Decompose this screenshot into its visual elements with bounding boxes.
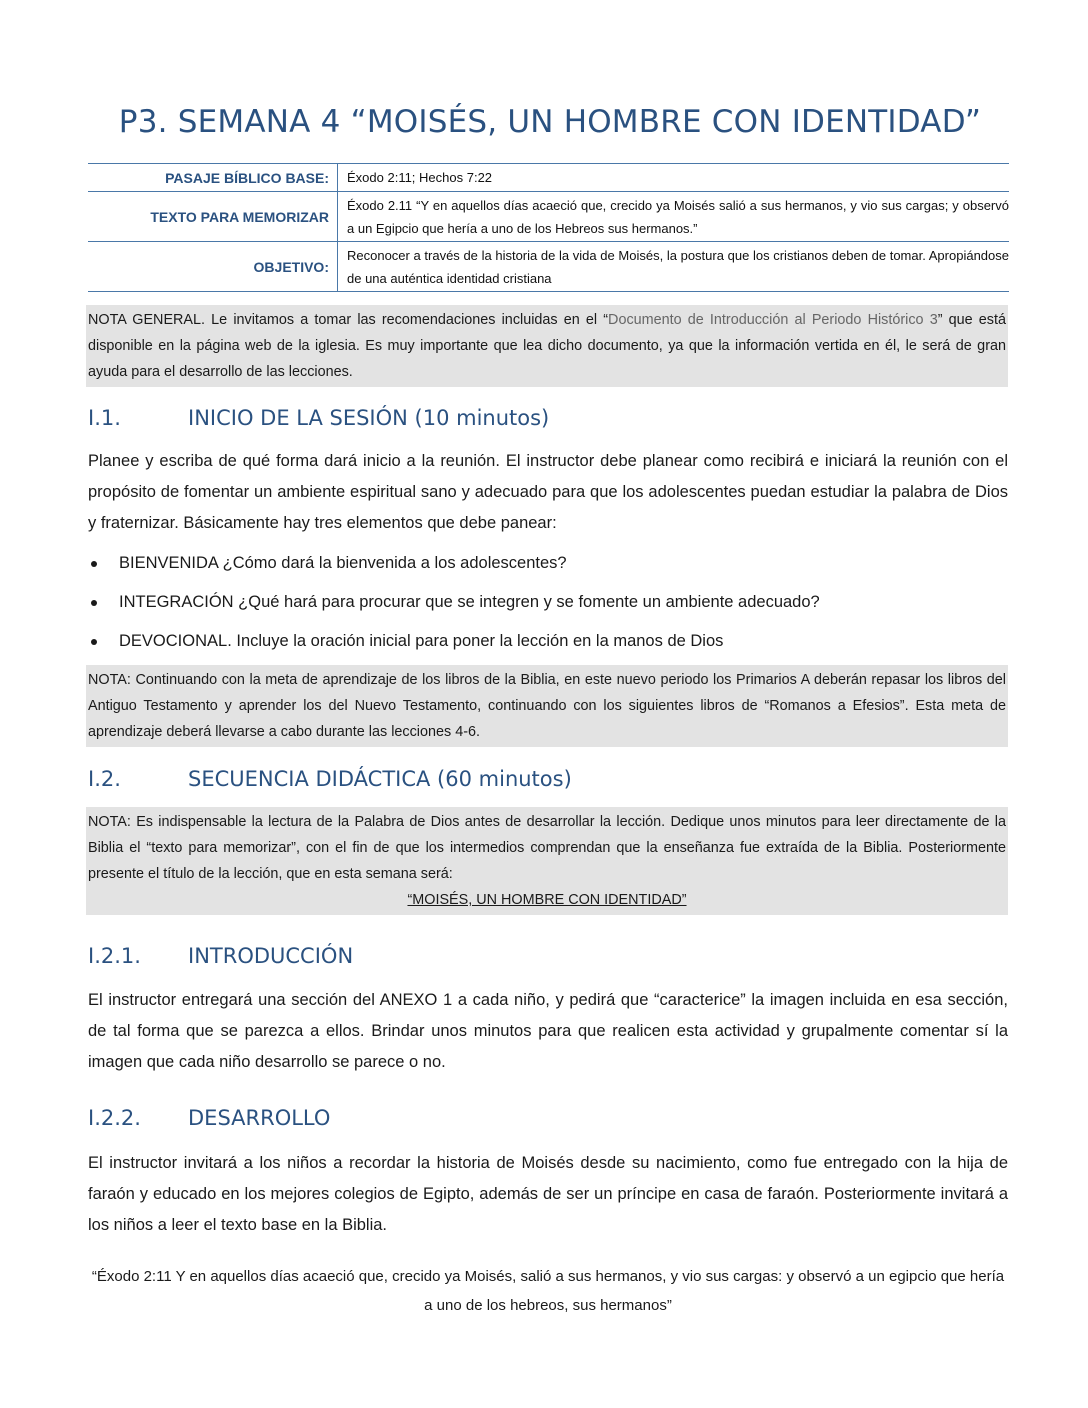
nota-lectura (86, 807, 1008, 915)
section-heading-inicio (88, 406, 549, 430)
section-heading-desarrollo (88, 1106, 330, 1130)
info-value: Éxodo 2.11 “Y en aquellos días acaeció que, crecido ya Moisés salió a sus hermanos, y vio sus cargas; y observó a un Egipcio que hería a uno de los Hebreos sus hermanos.” (347, 197, 1009, 236)
info-row-texto (88, 192, 1009, 242)
page-title: P3. SEMANA 4 “MOISÉS, UN HOMBRE CON IDENTIDAD” (118, 104, 982, 140)
list-item: BIENVENIDA ¿Cómo dará la bienvenida a los adolescentes? (88, 548, 1008, 587)
info-label: PASAJE BÍBLICO BASE: (88, 164, 338, 192)
lesson-info-table (88, 163, 1009, 292)
section-title: INICIO DE LA SESIÓN (10 minutos) (188, 406, 550, 430)
info-value: Reconocer a través de la historia de la vida de Moisés, la postura que los cristianos deben de tomar. Apropiándose de una auténtica identidad cristiana (347, 247, 1009, 286)
nota-lectura-text: NOTA: Es indispensable la lectura de la Palabra de Dios antes de desarrollar la lección. Dedique unos minutos para leer directamente de la Biblia el “texto para memorizar”, con el fin de que los intermedios comprendan que la enseñanza fue extraída de la Biblia. Posteriormente presente el título de la lección, que en esta semana será: (88, 814, 1006, 882)
section-title: SECUENCIA DIDÁCTICA (60 minutos) (188, 767, 572, 791)
list-item: INTEGRACIÓN ¿Qué hará para procurar que se integren y se fomente un ambiente adecuado? (88, 587, 1008, 626)
section-number: I.2.2. (88, 1106, 141, 1130)
section-heading-secuencia (88, 767, 572, 791)
info-row-pasaje (88, 164, 1009, 192)
paragraph-inicio: Planee y escriba de qué forma dará inicio a la reunión. El instructor debe planear como recibirá e iniciará la reunión con el propósito de fomentar un ambiente espiritual sano y adecuado para que los adolescentes puedan estudiar la palabra de Dios y fraternizar. Básicamente hay tres elementos que debe panear: (88, 452, 1008, 532)
nota-libros-biblia: NOTA: Continuando con la meta de aprendizaje de los libros de la Biblia, en este nuevo periodo los Primarios A deberán repasar los libros del Antiguo Testamento y aprender los del Nuevo Testamento, continuando con los siguientes libros de “Romanos a Efesios”. Esta meta de aprendizaje deberá llevarse a cabo durante las lecciones 4-6. (86, 665, 1008, 747)
nota-general-text: NOTA GENERAL. Le invitamos a tomar las recomendaciones incluidas en el “ (88, 312, 609, 328)
section-heading-introduccion (88, 944, 353, 968)
paragraph-desarrollo: El instructor invitará a los niños a recordar la historia de Moisés desde su nacimiento, como fue entregado con la hija de faraón y educado en los mejores colegios de Egipto, además de ser un príncipe en casa de faraón. Posteriormente invitará a los niños a leer el texto base en la Biblia. (88, 1154, 1008, 1234)
bullet-list (88, 548, 1008, 665)
section-number: I.2.1. (88, 944, 141, 968)
section-number: I.1. (88, 406, 121, 430)
nota-general (86, 305, 1008, 387)
info-label: OBJETIVO: (88, 242, 338, 292)
scripture-quote: “Éxodo 2:11 Y en aquellos días acaeció que, crecido ya Moisés, salió a sus hermanos, y vio sus cargas: y observó a un egipcio que hería a uno de los hebreos, sus hermanos” (91, 1268, 1005, 1314)
lesson-title-callout: “MOISÉS, UN HOMBRE CON IDENTIDAD” (407, 892, 687, 908)
info-label: TEXTO PARA MEMORIZAR (88, 192, 338, 242)
list-item: DEVOCIONAL. Incluye la oración inicial para poner la lección en la manos de Dios (88, 626, 1008, 665)
paragraph-introduccion: El instructor entregará una sección del ANEXO 1 a cada niño, y pedirá que “caracterice” la imagen incluida en esa sección, de tal forma que se parezca a ellos. Brindar unos minutos para que realicen esta actividad y grupalmente comentar sí la imagen que cada niño desarrollo se parece o no. (88, 991, 1008, 1071)
nota-general-text-cont: ” que está disponible en la página web de la iglesia. Es muy importante que lea dicho documento, ya que la información vertida en él, le será de gran ayuda para el desarrollo de las lecciones. (88, 312, 1006, 380)
info-row-objetivo (88, 242, 1009, 292)
info-value: Éxodo 2:11; Hechos 7:22 (347, 170, 493, 185)
section-title: DESARROLLO (188, 1106, 331, 1130)
section-title: INTRODUCCIÓN (188, 944, 354, 968)
intro-document-reference: Documento de Introducción al Periodo Histórico 3 (608, 312, 938, 328)
section-number: I.2. (88, 767, 121, 791)
